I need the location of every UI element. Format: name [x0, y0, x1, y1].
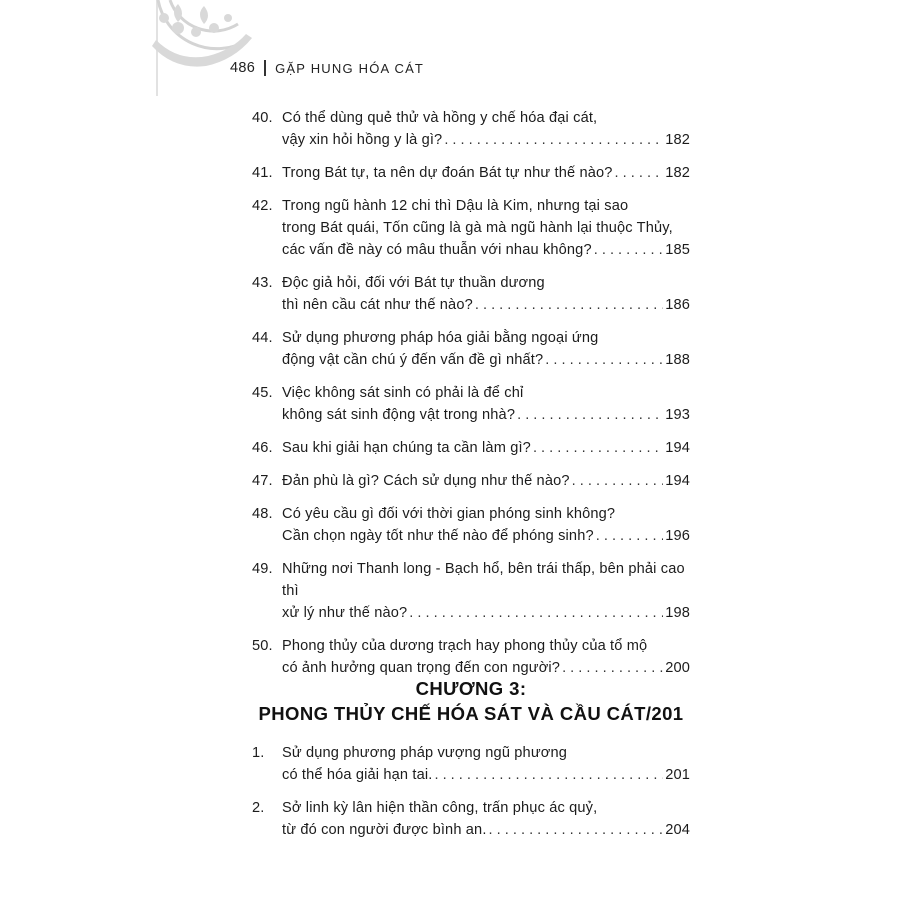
dot-leader — [444, 129, 663, 151]
toc-entry — [252, 162, 690, 184]
chapter-title: PHONG THỦY CHẾ HÓA SÁT VÀ CẦU CÁT/201 — [258, 703, 684, 724]
entry-text-line: Những nơi Thanh long - Bạch hổ, bên trái thấp, bên phải cao thì — [282, 561, 685, 599]
entry-text-line: các vấn đề này có mâu thuẫn với nhau không? — [282, 242, 592, 258]
entry-text-line: Độc giả hỏi, đối với Bát tự thuần dương — [282, 275, 545, 291]
dot-leader — [489, 819, 664, 841]
entry-text-line: Sở linh kỳ lân hiện thần công, trấn phục ác quỷ, — [282, 800, 598, 816]
entry-text-line: vậy xin hỏi hồng y là gì? — [282, 132, 443, 148]
entry-number: 50. — [252, 638, 273, 654]
entry-number: 41. — [252, 165, 273, 181]
entry-text-line: từ đó con người được bình an. — [282, 822, 487, 838]
entry-page-number: 188 — [665, 352, 690, 368]
chapter-contents — [252, 742, 690, 852]
entry-text-line: Sau khi giải hạn chúng ta cần làm gì? — [282, 440, 531, 456]
table-of-contents — [252, 107, 690, 690]
dot-leader — [615, 162, 664, 184]
toc-entry — [252, 503, 690, 547]
entry-page-number: 185 — [665, 242, 690, 258]
toc-entry — [252, 797, 690, 841]
entry-text-line: có ảnh hưởng quan trọng đến con người? — [282, 660, 561, 676]
entry-page-number: 182 — [665, 165, 690, 181]
entry-text-line: động vật cần chú ý đến vấn đề gì nhất? — [282, 352, 544, 368]
entry-number: 49. — [252, 561, 273, 577]
entry-number: 42. — [252, 198, 273, 214]
dot-leader — [594, 239, 663, 261]
entry-text-line: Cần chọn ngày tốt như thế nào để phóng sinh? — [282, 528, 594, 544]
entry-page-number: 193 — [665, 407, 690, 423]
entry-number: 47. — [252, 473, 273, 489]
dot-leader — [572, 470, 664, 492]
toc-entry — [252, 327, 690, 371]
entry-page-number: 194 — [665, 440, 690, 456]
header-divider — [264, 60, 266, 76]
entry-text-line: Có yêu cầu gì đối với thời gian phóng sinh không? — [282, 506, 616, 522]
entry-text-line: không sát sinh động vật trong nhà? — [282, 407, 516, 423]
page-margin — [0, 0, 156, 922]
book-title: GẶP HUNG HÓA CÁT — [275, 60, 425, 76]
toc-entry — [252, 558, 690, 624]
toc-entry — [252, 195, 690, 261]
chapter-label: CHƯƠNG 3: — [415, 678, 527, 699]
running-header — [230, 58, 424, 78]
entry-text-line: Trong ngũ hành 12 chi thì Dậu là Kim, nhưng tại sao — [282, 198, 629, 214]
toc-entry — [252, 635, 690, 679]
entry-number: 45. — [252, 385, 273, 401]
entry-text-line: Việc không sát sinh có phải là để chỉ — [282, 385, 524, 401]
dot-leader — [533, 437, 663, 459]
entry-text-line: Trong Bát tự, ta nên dự đoán Bát tự như thế nào? — [282, 165, 613, 181]
chapter-heading — [252, 676, 690, 726]
page-number: 486 — [230, 60, 256, 76]
entry-text-line: Có thể dùng quẻ thử và hồng y chế hóa đại cát, — [282, 110, 598, 126]
entry-text-line: Phong thủy của dương trạch hay phong thủy của tổ mộ — [282, 638, 648, 654]
entry-text-line: Đản phù là gì? Cách sử dụng như thế nào? — [282, 473, 570, 489]
entry-text-line: Sử dụng phương pháp hóa giải bằng ngoại ứng — [282, 330, 599, 346]
entry-number: 43. — [252, 275, 273, 291]
dot-leader — [434, 764, 663, 786]
entry-page-number: 196 — [665, 528, 690, 544]
toc-entry — [252, 272, 690, 316]
toc-entry — [252, 107, 690, 151]
entry-number: 48. — [252, 506, 273, 522]
entry-page-number: 182 — [665, 132, 690, 148]
entry-page-number: 198 — [665, 605, 690, 621]
entry-page-number: 194 — [665, 473, 690, 489]
entry-text-line: thì nên cầu cát như thế nào? — [282, 297, 473, 313]
entry-page-number: 186 — [665, 297, 690, 313]
dot-leader — [409, 602, 663, 624]
dot-leader — [596, 525, 663, 547]
entry-number: 2. — [252, 800, 265, 816]
entry-number: 44. — [252, 330, 273, 346]
dot-leader — [475, 294, 663, 316]
entry-page-number: 204 — [665, 822, 690, 838]
circular-ornament-icon — [148, 0, 260, 96]
toc-entry — [252, 470, 690, 492]
entry-number: 46. — [252, 440, 273, 456]
entry-text-line: Sử dụng phương pháp vượng ngũ phương — [282, 745, 567, 761]
entry-number: 1. — [252, 745, 265, 761]
dot-leader — [517, 404, 663, 426]
entry-page-number: 201 — [665, 767, 690, 783]
entry-text-line: xử lý như thế nào? — [282, 605, 408, 621]
dot-leader — [545, 349, 663, 371]
toc-entry — [252, 437, 690, 459]
toc-entry — [252, 382, 690, 426]
entry-text-line: có thể hóa giải hạn tai. — [282, 767, 433, 783]
entry-text-line: trong Bát quái, Tốn cũng là gà mà ngũ hành lại thuộc Thủy, — [282, 220, 673, 236]
entry-page-number: 200 — [665, 660, 690, 676]
entry-number: 40. — [252, 110, 273, 126]
toc-entry — [252, 742, 690, 786]
